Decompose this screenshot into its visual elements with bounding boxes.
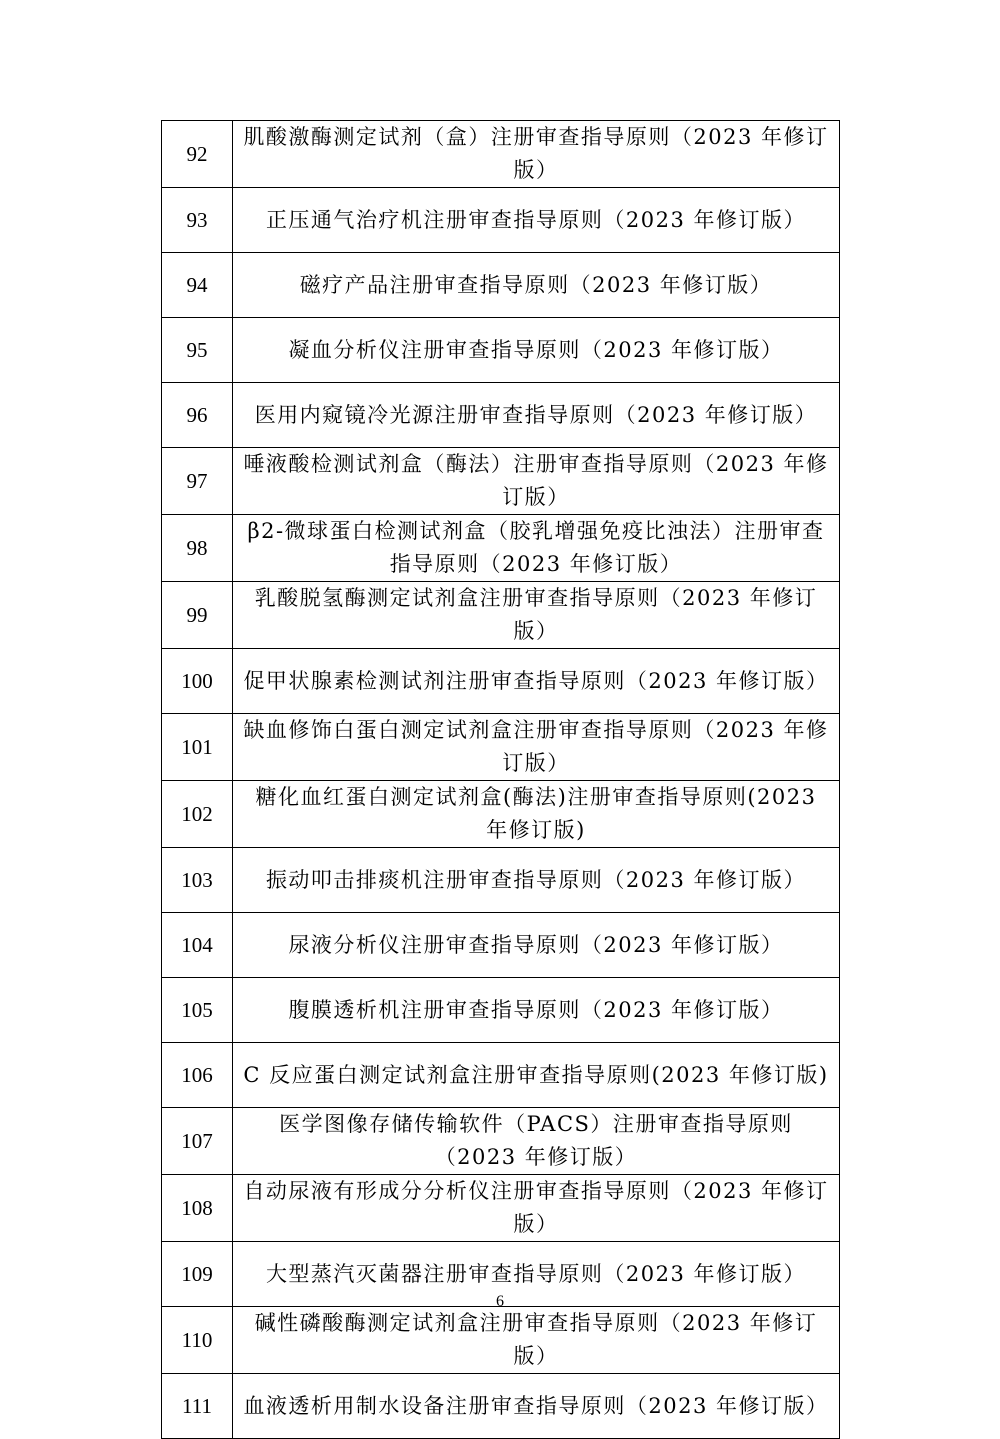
- row-number: 101: [162, 714, 233, 781]
- guideline-title: C 反应蛋白测定试剂盒注册审查指导原则(2023 年修订版): [233, 1043, 840, 1108]
- guideline-title: 尿液分析仪注册审查指导原则（2023 年修订版）: [233, 913, 840, 978]
- row-number: 111: [162, 1374, 233, 1439]
- table-row: [162, 781, 840, 848]
- row-number: 106: [162, 1043, 233, 1108]
- table-row: [162, 1307, 840, 1374]
- row-number: 104: [162, 913, 233, 978]
- guideline-title: 促甲状腺素检测试剂注册审查指导原则（2023 年修订版）: [233, 649, 840, 714]
- row-number: 92: [162, 121, 233, 188]
- guideline-title: 腹膜透析机注册审查指导原则（2023 年修订版）: [233, 978, 840, 1043]
- guideline-title: 碱性磷酸酶测定试剂盒注册审查指导原则（2023 年修订版）: [233, 1307, 840, 1374]
- table-row: [162, 913, 840, 978]
- guideline-title: 医用内窥镜冷光源注册审查指导原则（2023 年修订版）: [233, 383, 840, 448]
- table-row: [162, 188, 840, 253]
- row-number: 100: [162, 649, 233, 714]
- guideline-title: 糖化血红蛋白测定试剂盒(酶法)注册审查指导原则(2023 年修订版): [233, 781, 840, 848]
- table-row: [162, 1175, 840, 1242]
- row-number: 96: [162, 383, 233, 448]
- guideline-title: 自动尿液有形成分分析仪注册审查指导原则（2023 年修订版）: [233, 1175, 840, 1242]
- table-row: [162, 1043, 840, 1108]
- guideline-title: 唾液酸检测试剂盒（酶法）注册审查指导原则（2023 年修订版）: [233, 448, 840, 515]
- guideline-title: 振动叩击排痰机注册审查指导原则（2023 年修订版）: [233, 848, 840, 913]
- guideline-table-body: [162, 121, 840, 1439]
- row-number: 105: [162, 978, 233, 1043]
- guideline-title: 正压通气治疗机注册审查指导原则（2023 年修订版）: [233, 188, 840, 253]
- table-row: [162, 582, 840, 649]
- row-number: 107: [162, 1108, 233, 1175]
- row-number: 94: [162, 253, 233, 318]
- row-number: 108: [162, 1175, 233, 1242]
- table-row: [162, 318, 840, 383]
- table-row: [162, 714, 840, 781]
- page-number: 6: [496, 1293, 504, 1310]
- table-row: [162, 978, 840, 1043]
- guideline-title: 乳酸脱氢酶测定试剂盒注册审查指导原则（2023 年修订版）: [233, 582, 840, 649]
- row-number: 103: [162, 848, 233, 913]
- table-row: [162, 448, 840, 515]
- table-row: [162, 1108, 840, 1175]
- guideline-title: β2-微球蛋白检测试剂盒（胶乳增强免疫比浊法）注册审查指导原则（2023 年修订版）: [233, 515, 840, 582]
- guideline-table: [161, 120, 840, 1439]
- row-number: 99: [162, 582, 233, 649]
- row-number: 93: [162, 188, 233, 253]
- row-number: 109: [162, 1242, 233, 1307]
- guideline-title: 肌酸激酶测定试剂（盒）注册审查指导原则（2023 年修订版）: [233, 121, 840, 188]
- table-row: [162, 1374, 840, 1439]
- row-number: 98: [162, 515, 233, 582]
- row-number: 102: [162, 781, 233, 848]
- row-number: 110: [162, 1307, 233, 1374]
- table-row: [162, 121, 840, 188]
- table-row: [162, 253, 840, 318]
- guideline-title: 医学图像存储传输软件（PACS）注册审查指导原则（2023 年修订版）: [233, 1108, 840, 1175]
- row-number: 97: [162, 448, 233, 515]
- guideline-title: 大型蒸汽灭菌器注册审查指导原则（2023 年修订版）: [233, 1242, 840, 1307]
- table-row: [162, 515, 840, 582]
- table-row: [162, 649, 840, 714]
- table-row: [162, 383, 840, 448]
- row-number: 95: [162, 318, 233, 383]
- table-row: [162, 848, 840, 913]
- guideline-title: 缺血修饰白蛋白测定试剂盒注册审查指导原则（2023 年修订版）: [233, 714, 840, 781]
- guideline-title: 凝血分析仪注册审查指导原则（2023 年修订版）: [233, 318, 840, 383]
- guideline-title: 磁疗产品注册审查指导原则（2023 年修订版）: [233, 253, 840, 318]
- guideline-title: 血液透析用制水设备注册审查指导原则（2023 年修订版）: [233, 1374, 840, 1439]
